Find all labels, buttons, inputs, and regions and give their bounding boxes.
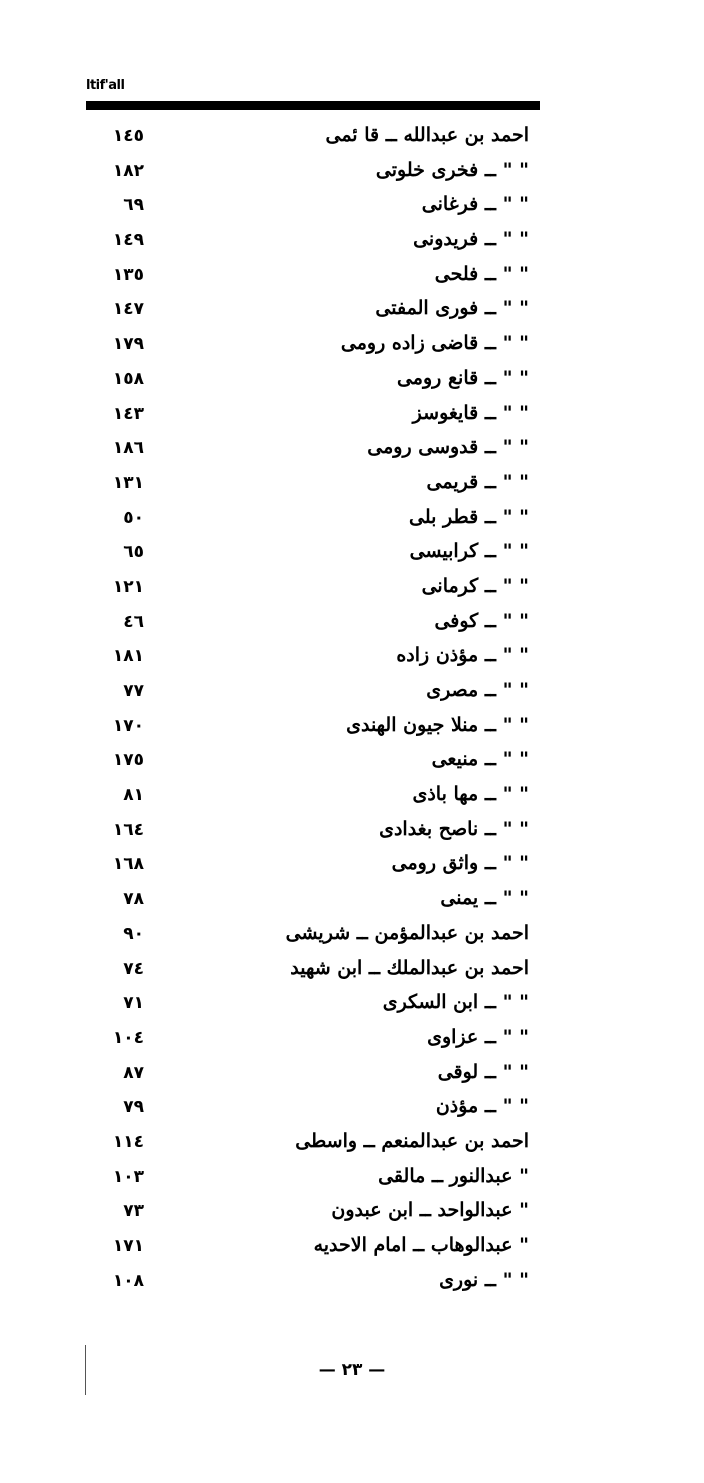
entry-page-number: ١٧٥ xyxy=(112,750,144,771)
entry-name: " " ــ کوفی xyxy=(434,609,529,632)
entry-page-number: ١٧٩ xyxy=(112,334,144,355)
entry-name: " " ــ قطر بلی xyxy=(409,505,529,528)
entry-page-number: ١٠٨ xyxy=(112,1270,144,1291)
entry-page-number: ٧١ xyxy=(123,993,144,1014)
entry-page-number: ١٨١ xyxy=(112,646,144,667)
entry-page-number: ٦٩ xyxy=(123,195,144,216)
index-entry-row xyxy=(0,434,704,469)
entry-name: " " ــ قانع رومی xyxy=(396,366,529,389)
index-entry-row xyxy=(0,122,704,157)
entry-page-number: ١٢١ xyxy=(112,576,144,597)
index-entry-row xyxy=(0,816,704,851)
entry-page-number: ٩٠ xyxy=(123,923,144,944)
entry-name: " " ــ قاضی زاده رومی xyxy=(340,332,529,355)
index-entry-row xyxy=(0,885,704,920)
entry-name: " " ــ واثق رومی xyxy=(391,852,529,875)
entry-name: احمد بن عبدالمؤمن ــ شریشی xyxy=(285,921,529,944)
index-entry-row xyxy=(0,608,704,643)
entry-name: احمد بن عبدالملك ــ ابن شهید xyxy=(290,956,529,979)
entry-name: " " ــ قدوسی رومی xyxy=(367,436,529,459)
index-entry-row xyxy=(0,191,704,226)
index-entry-row xyxy=(0,1197,704,1232)
entry-name: " " ــ قریمی xyxy=(426,470,529,493)
entry-name: احمد بن عبدالله ــ قا ئمی xyxy=(325,124,529,146)
entry-name: " " ــ نوری xyxy=(439,1268,529,1291)
entry-page-number: ١٠٣ xyxy=(112,1166,144,1187)
entry-page-number: ٥٠ xyxy=(123,507,144,528)
entry-name: احمد بن عبدالمنعم ــ واسطی xyxy=(295,1129,529,1152)
entry-name: " " ــ کرمانی xyxy=(421,574,529,597)
entry-name: " عبدالوهاب ــ امام الاحدیه xyxy=(313,1234,529,1256)
running-header-mark: ltif'all xyxy=(86,78,125,93)
index-entry-row xyxy=(0,1024,704,1059)
header-rule xyxy=(86,101,540,110)
index-entry-row xyxy=(0,677,704,712)
entry-page-number: ١٦٤ xyxy=(112,819,144,840)
entry-page-number: ١٠٤ xyxy=(112,1027,144,1048)
entry-name: " " ــ عزاوی xyxy=(427,1025,529,1048)
entry-name: " " ــ مؤذن xyxy=(435,1095,529,1118)
entry-name: " " ــ مها باذی xyxy=(412,783,529,806)
entry-page-number: ٧٤ xyxy=(123,958,144,979)
entry-name: " " ــ فوری المفتی xyxy=(375,297,529,320)
index-entry-row xyxy=(0,261,704,296)
entry-name: " " ــ فخری خلوتی xyxy=(375,158,529,181)
entry-name: " " ــ قایغوسز xyxy=(412,401,529,424)
entry-name: " " ــ مصری xyxy=(426,679,529,701)
entry-page-number: ٨٧ xyxy=(123,1062,144,1083)
entry-page-number: ٤٦ xyxy=(123,611,144,632)
entry-page-number: ٨١ xyxy=(123,785,144,806)
index-entry-row xyxy=(0,989,704,1024)
index-entry-list xyxy=(0,122,704,1301)
index-entry-row xyxy=(0,226,704,261)
index-entry-row xyxy=(0,781,704,816)
entry-page-number: ١٥٨ xyxy=(112,368,144,389)
index-entry-row xyxy=(0,573,704,608)
entry-name: " " ــ منیعی xyxy=(431,748,529,771)
index-entry-row xyxy=(0,746,704,781)
entry-name: " " ــ فلحی xyxy=(434,262,529,285)
entry-name: " " ــ لوقی xyxy=(437,1060,529,1083)
index-entry-row xyxy=(0,365,704,400)
entry-page-number: ١٧١ xyxy=(112,1236,144,1256)
index-entry-row xyxy=(0,1163,704,1198)
index-entry-row xyxy=(0,504,704,539)
entry-name: " " ــ ناصح بغدادی xyxy=(379,817,529,840)
entry-name: " " ــ کرابیسی xyxy=(409,540,529,563)
entry-page-number: ١٣٥ xyxy=(112,264,144,285)
entry-page-number: ١٧٠ xyxy=(112,715,144,736)
entry-name: " " ــ مؤذن زاده xyxy=(396,644,529,667)
entry-page-number: ٧٨ xyxy=(123,889,144,910)
entry-page-number: ١٤٣ xyxy=(112,403,144,424)
index-entry-row xyxy=(0,400,704,435)
entry-page-number: ١٤٥ xyxy=(112,126,144,146)
entry-page-number: ٦٥ xyxy=(123,542,144,563)
entry-name: " " ــ یمنی xyxy=(440,887,529,910)
index-entry-row xyxy=(0,538,704,573)
index-entry-row xyxy=(0,955,704,990)
entry-name: " " ــ فرغانی xyxy=(421,193,529,216)
entry-page-number: ٧٧ xyxy=(123,681,144,701)
entry-name: " " ــ فریدونی xyxy=(413,228,529,251)
index-entry-row xyxy=(0,712,704,747)
entry-page-number: ١٨٦ xyxy=(112,438,144,459)
index-entry-row xyxy=(0,157,704,192)
index-entry-row xyxy=(0,1232,704,1267)
entry-page-number: ١٣١ xyxy=(112,472,144,493)
entry-name: " " ــ منلا جیون الهندی xyxy=(346,713,529,736)
entry-page-number: ١٦٨ xyxy=(112,854,144,875)
index-entry-row xyxy=(0,1128,704,1163)
entry-page-number: ١٨٢ xyxy=(112,160,144,181)
index-entry-row xyxy=(0,469,704,504)
entry-name: " عبدالواحد ــ ابن عبدون xyxy=(331,1199,529,1222)
index-entry-row xyxy=(0,330,704,365)
index-entry-row xyxy=(0,850,704,885)
entry-page-number: ١١٤ xyxy=(112,1131,144,1152)
entry-page-number: ١٤٩ xyxy=(112,230,144,251)
index-entry-row xyxy=(0,1267,704,1302)
page-number: — ٢٣ — xyxy=(318,1360,386,1380)
entry-page-number: ٧٣ xyxy=(123,1201,144,1222)
entry-page-number: ١٤٧ xyxy=(112,299,144,320)
index-entry-row xyxy=(0,1093,704,1128)
index-entry-row xyxy=(0,920,704,955)
entry-name: " " ــ ابن السکری xyxy=(382,991,529,1014)
index-entry-row xyxy=(0,295,704,330)
index-entry-row xyxy=(0,1059,704,1094)
entry-page-number: ٧٩ xyxy=(123,1097,144,1118)
entry-name: " عبدالنور ــ مالقی xyxy=(378,1164,529,1187)
index-entry-row xyxy=(0,642,704,677)
